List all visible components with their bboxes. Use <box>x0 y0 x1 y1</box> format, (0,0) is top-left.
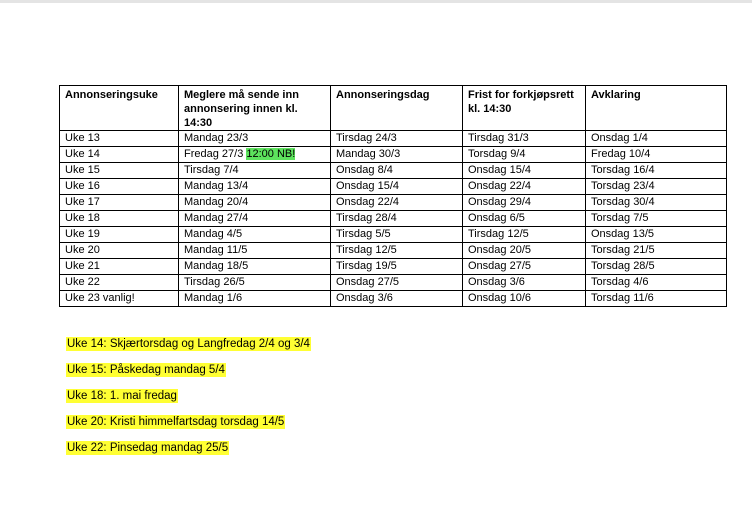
table-cell: Onsdag 22/4 <box>331 195 463 211</box>
table-cell: Fredag 10/4 <box>586 147 727 163</box>
holiday-note <box>66 363 311 378</box>
table-cell: Onsdag 3/6 <box>463 275 586 291</box>
table-cell: Mandag 13/4 <box>179 179 331 195</box>
table-cell: Torsdag 28/5 <box>586 259 727 275</box>
table-cell: Onsdag 29/4 <box>463 195 586 211</box>
table-cell: Tirsdag 19/5 <box>331 259 463 275</box>
table-cell-with-note <box>179 147 331 163</box>
table-cell: Uke 19 <box>60 227 179 243</box>
holiday-note <box>66 441 311 456</box>
table-cell: Onsdag 22/4 <box>463 179 586 195</box>
table-cell: Torsdag 11/6 <box>586 291 727 307</box>
table-cell: Mandag 27/4 <box>179 211 331 227</box>
table-cell: Onsdag 8/4 <box>331 163 463 179</box>
holiday-notes <box>66 337 311 467</box>
table-row <box>60 243 727 259</box>
table-cell: Onsdag 27/5 <box>463 259 586 275</box>
table-row <box>60 275 727 291</box>
table-cell: Onsdag 1/4 <box>586 131 727 147</box>
table-cell: Torsdag 7/5 <box>586 211 727 227</box>
table-cell: Tirsdag 7/4 <box>179 163 331 179</box>
table-cell: Torsdag 9/4 <box>463 147 586 163</box>
table-cell: Uke 21 <box>60 259 179 275</box>
table-cell: Uke 14 <box>60 147 179 163</box>
table-row <box>60 211 727 227</box>
table-cell-text: Fredag 27/3 <box>184 148 244 160</box>
table-cell: Onsdag 3/6 <box>331 291 463 307</box>
table-row <box>60 179 727 195</box>
table-cell: Uke 13 <box>60 131 179 147</box>
table-cell: Tirsdag 26/5 <box>179 275 331 291</box>
holiday-note-text: Uke 22: Pinsedag mandag 25/5 <box>67 442 229 454</box>
table-cell: Torsdag 30/4 <box>586 195 727 211</box>
holiday-note <box>66 389 311 404</box>
table-cell: Onsdag 6/5 <box>463 211 586 227</box>
schedule-table <box>59 85 727 307</box>
table-cell: Uke 23 vanlig! <box>60 291 179 307</box>
holiday-note-text: Uke 15: Påskedag mandag 5/4 <box>67 364 225 376</box>
holiday-note-text: Uke 20: Kristi himmelfartsdag torsdag 14/5 <box>67 416 285 428</box>
table-cell: Tirsdag 12/5 <box>331 243 463 259</box>
table-cell: Onsdag 27/5 <box>331 275 463 291</box>
holiday-note-text: Uke 18: 1. mai fredag <box>67 390 177 402</box>
table-cell: Uke 22 <box>60 275 179 291</box>
header-annonseringsdag: Annonseringsdag <box>331 86 463 131</box>
table-cell: Torsdag 21/5 <box>586 243 727 259</box>
table-row <box>60 195 727 211</box>
table-row <box>60 259 727 275</box>
table-cell: Onsdag 20/5 <box>463 243 586 259</box>
table-cell: Uke 16 <box>60 179 179 195</box>
table-cell: Mandag 30/3 <box>331 147 463 163</box>
table-row <box>60 147 727 163</box>
table-cell: Onsdag 15/4 <box>463 163 586 179</box>
header-meglere-frist: Meglere må sende inn annonsering innen kl. 14:30 <box>179 86 331 131</box>
table-row <box>60 131 727 147</box>
holiday-note <box>66 415 311 430</box>
highlighted-time-note: 12:00 NB! <box>246 148 296 160</box>
table-cell: Mandag 4/5 <box>179 227 331 243</box>
table-cell: Uke 20 <box>60 243 179 259</box>
table-cell: Mandag 1/6 <box>179 291 331 307</box>
table-cell: Torsdag 23/4 <box>586 179 727 195</box>
table-cell: Mandag 23/3 <box>179 131 331 147</box>
table-cell: Mandag 20/4 <box>179 195 331 211</box>
table-cell: Uke 18 <box>60 211 179 227</box>
table-cell: Onsdag 10/6 <box>463 291 586 307</box>
table-cell: Tirsdag 24/3 <box>331 131 463 147</box>
holiday-note-text: Uke 14: Skjærtorsdag og Langfredag 2/4 og 3/4 <box>67 338 310 350</box>
table-cell: Uke 15 <box>60 163 179 179</box>
table-cell: Uke 17 <box>60 195 179 211</box>
header-avklaring: Avklaring <box>586 86 727 131</box>
table-header-row <box>60 86 727 131</box>
table-cell: Onsdag 15/4 <box>331 179 463 195</box>
table-cell: Mandag 18/5 <box>179 259 331 275</box>
table-row <box>60 227 727 243</box>
table-cell: Tirsdag 31/3 <box>463 131 586 147</box>
window-top-bar <box>0 0 752 3</box>
table-cell: Onsdag 13/5 <box>586 227 727 243</box>
table-cell: Mandag 11/5 <box>179 243 331 259</box>
header-annonseringsuke: Annonseringsuke <box>60 86 179 131</box>
table-cell: Torsdag 4/6 <box>586 275 727 291</box>
header-frist-forkjopsrett: Frist for forkjøpsrett kl. 14:30 <box>463 86 586 131</box>
table-row <box>60 291 727 307</box>
table-cell: Torsdag 16/4 <box>586 163 727 179</box>
table-cell: Tirsdag 12/5 <box>463 227 586 243</box>
holiday-note <box>66 337 311 352</box>
table-cell: Tirsdag 28/4 <box>331 211 463 227</box>
table-cell: Tirsdag 5/5 <box>331 227 463 243</box>
table-row <box>60 163 727 179</box>
